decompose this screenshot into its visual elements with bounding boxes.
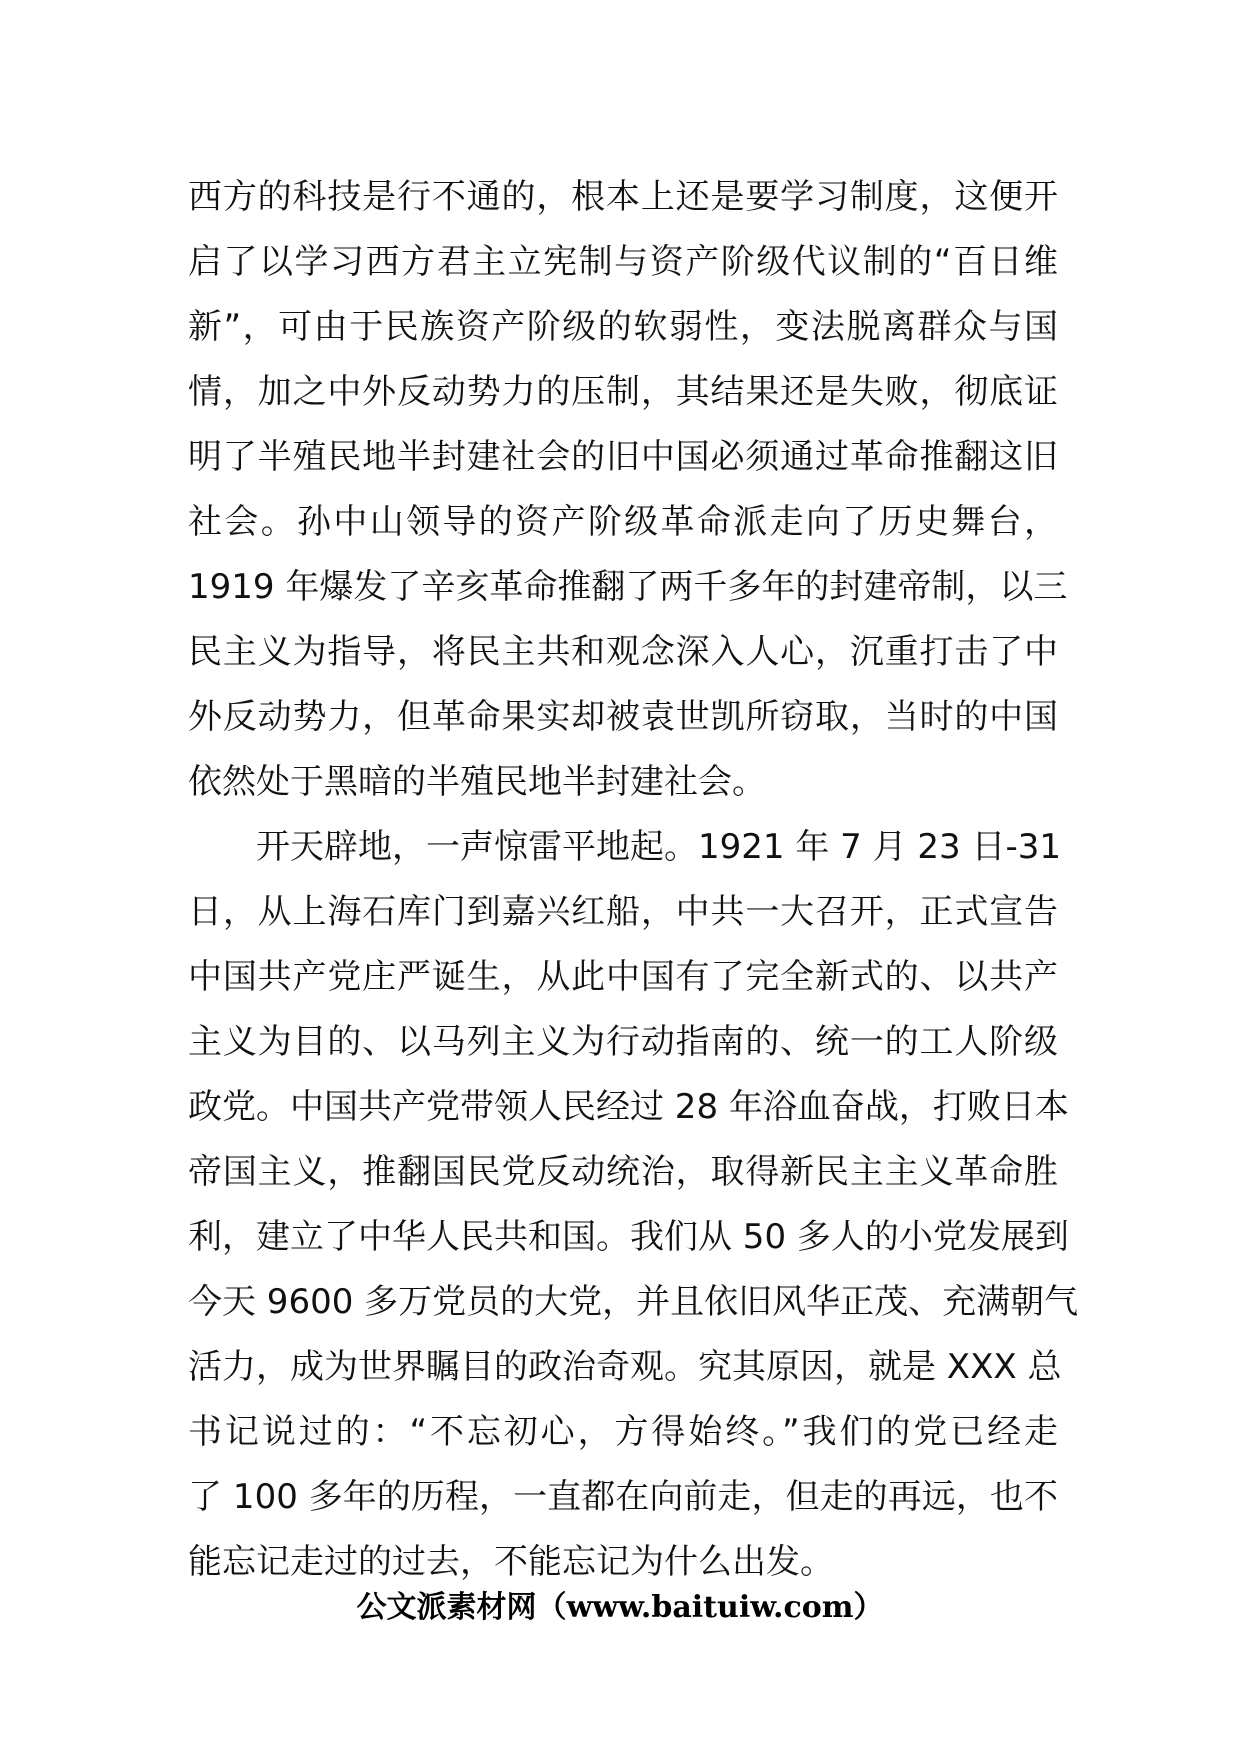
footer-watermark: 公文派素材网（www.baituiw.com） — [356, 1590, 884, 1625]
text-line: 利，建立了中华人民共和国。我们从 50 多人的小党发展到 — [188, 1217, 1069, 1257]
text-line: 今天 9600 多万党员的大党，并且依旧风华正茂、充满朝气 — [188, 1282, 1079, 1322]
text-line: 帝国主义，推翻国民党反动统治，取得新民主主义革命胜 — [188, 1152, 1058, 1192]
text-line: 了 100 多年的历程，一直都在向前走，但走的再远，也不 — [188, 1477, 1058, 1517]
text-line: 社会。孙中山领导的资产阶级革命派走向了历史舞台， — [188, 502, 1058, 542]
text-line: 启了以学习西方君主立宪制与资产阶级代议制的“百日维 — [188, 242, 1058, 282]
body-text — [188, 165, 1079, 1595]
text-line: 日，从上海石库门到嘉兴红船，中共一大召开，正式宣告 — [188, 892, 1058, 932]
text-line: 政党。中国共产党带领人民经过 28 年浴血奋战，打败日本 — [188, 1087, 1069, 1127]
text-line: 情，加之中外反动势力的压制，其结果还是失败，彻底证 — [188, 372, 1058, 412]
text-line: 中国共产党庄严诞生，从此中国有了完全新式的、以共产 — [188, 957, 1058, 997]
text-line: 活力，成为世界瞩目的政治奇观。究其原因，就是 XXX 总 — [188, 1347, 1062, 1387]
text-line: 民主义为指导，将民主共和观念深入人心，沉重打击了中 — [188, 632, 1058, 672]
text-line: 开天辟地，一声惊雷平地起。1921 年 7 月 23 日-31 — [188, 827, 1061, 867]
text-line: 外反动势力，但革命果实却被袁世凯所窃取，当时的中国 — [188, 697, 1058, 737]
text-line: 明了半殖民地半封建社会的旧中国必须通过革命推翻这旧 — [188, 437, 1058, 477]
text-line: 1919 年爆发了辛亥革命推翻了两千多年的封建帝制，以三 — [188, 567, 1068, 607]
text-line: 依然处于黑暗的半殖民地半封建社会。 — [188, 762, 766, 802]
text-line: 西方的科技是行不通的，根本上还是要学习制度，这便开 — [188, 177, 1058, 217]
text-line: 新”，可由于民族资产阶级的软弱性，变法脱离群众与国 — [188, 307, 1058, 347]
text-line: 书记说过的：“不忘初心，方得始终。”我们的党已经走 — [188, 1412, 1058, 1452]
text-line: 主义为目的、以马列主义为行动指南的、统一的工人阶级 — [188, 1022, 1058, 1062]
text-line: 能忘记走过的过去，不能忘记为什么出发。 — [188, 1542, 834, 1582]
